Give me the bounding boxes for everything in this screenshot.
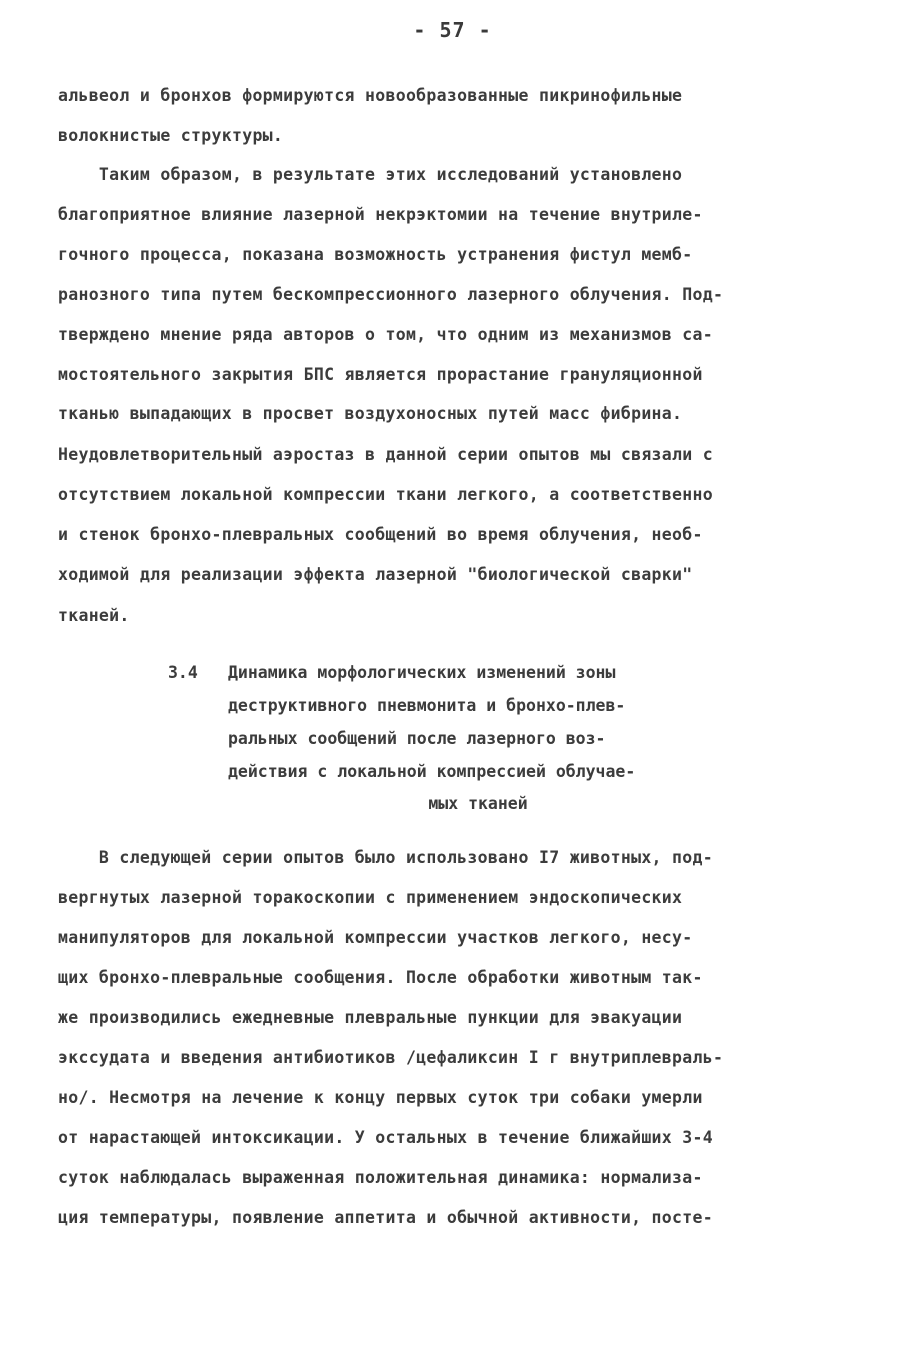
paragraph2-line: тканью выпадающих в просвет воздухоносных путей масс фибрина. [58, 404, 683, 423]
paragraph1-line: волокнистые структуры. [58, 126, 284, 145]
paragraph3-line: щих бронхо-плевральные сообщения. После обработки животным так- [58, 968, 703, 987]
paragraph3-line: от нарастающей интоксикации. У остальных в течение ближайших 3-4 [58, 1128, 713, 1147]
section-title-line: действия с локальной компрессией облучае- [228, 762, 636, 781]
paragraph3-line: В следующей серии опытов было использовано I7 животных, под- [58, 848, 713, 867]
section-title-line: мых тканей [428, 794, 528, 813]
paragraph2-line: Таким образом, в результате этих исследований установлено [58, 165, 683, 184]
paragraph2-line: ходимой для реализации эффекта лазерной "биологической сварки" [58, 565, 693, 584]
paragraph3-line: суток наблюдалась выраженная положительная динамика: нормализа- [58, 1168, 703, 1187]
page-number: - 57 - [413, 18, 492, 42]
paragraph2-line: гочного процесса, показана возможность устранения фистул мемб- [58, 245, 693, 264]
paragraph2-line: ранозного типа путем бескомпрессионного лазерного облучения. Под- [58, 285, 724, 304]
paragraph2-line: и стенок бронхо-плевральных сообщений во время облучения, необ- [58, 525, 703, 544]
paragraph3-line: экссудата и введения антибиотиков /цефаликсин I г внутриплевраль- [58, 1048, 724, 1067]
paragraph2-line: благоприятное влияние лазерной некрэктомии на течение внутриле- [58, 205, 703, 224]
paragraph3-line: же производились ежедневные плевральные пункции для эвакуации [58, 1008, 683, 1027]
paragraph2-line: тверждено мнение ряда авторов о том, что одним из механизмов са- [58, 325, 713, 344]
paragraph3-line: но/. Несмотря на лечение к концу первых суток три собаки умерли [58, 1088, 703, 1107]
paragraph1-line: альвеол и бронхов формируются новообразованные пикринофильные [58, 86, 683, 105]
section-number: 3.4 [168, 663, 198, 682]
section-title-line: деструктивного пневмонита и бронхо-плев- [228, 696, 626, 715]
paragraph2-line: отсутствием локальной компрессии ткани легкого, а соответственно [58, 485, 713, 504]
section-title-line: Динамика морфологических изменений зоны [228, 663, 616, 682]
paragraph2-line: тканей. [58, 606, 130, 625]
paragraph3-line: вергнутых лазерной торакоскопии с применением эндоскопических [58, 888, 683, 907]
paragraph2-line: мостоятельного закрытия БПС является прорастание грануляционной [58, 365, 703, 384]
section-title-line: ральных сообщений после лазерного воз- [228, 729, 606, 748]
paragraph3-line: ция температуры, появление аппетита и обычной активности, посте- [58, 1208, 713, 1227]
paragraph2-line: Неудовлетворительный аэростаз в данной серии опытов мы связали с [58, 445, 713, 464]
paragraph3-line: манипуляторов для локальной компрессии участков легкого, несу- [58, 928, 693, 947]
